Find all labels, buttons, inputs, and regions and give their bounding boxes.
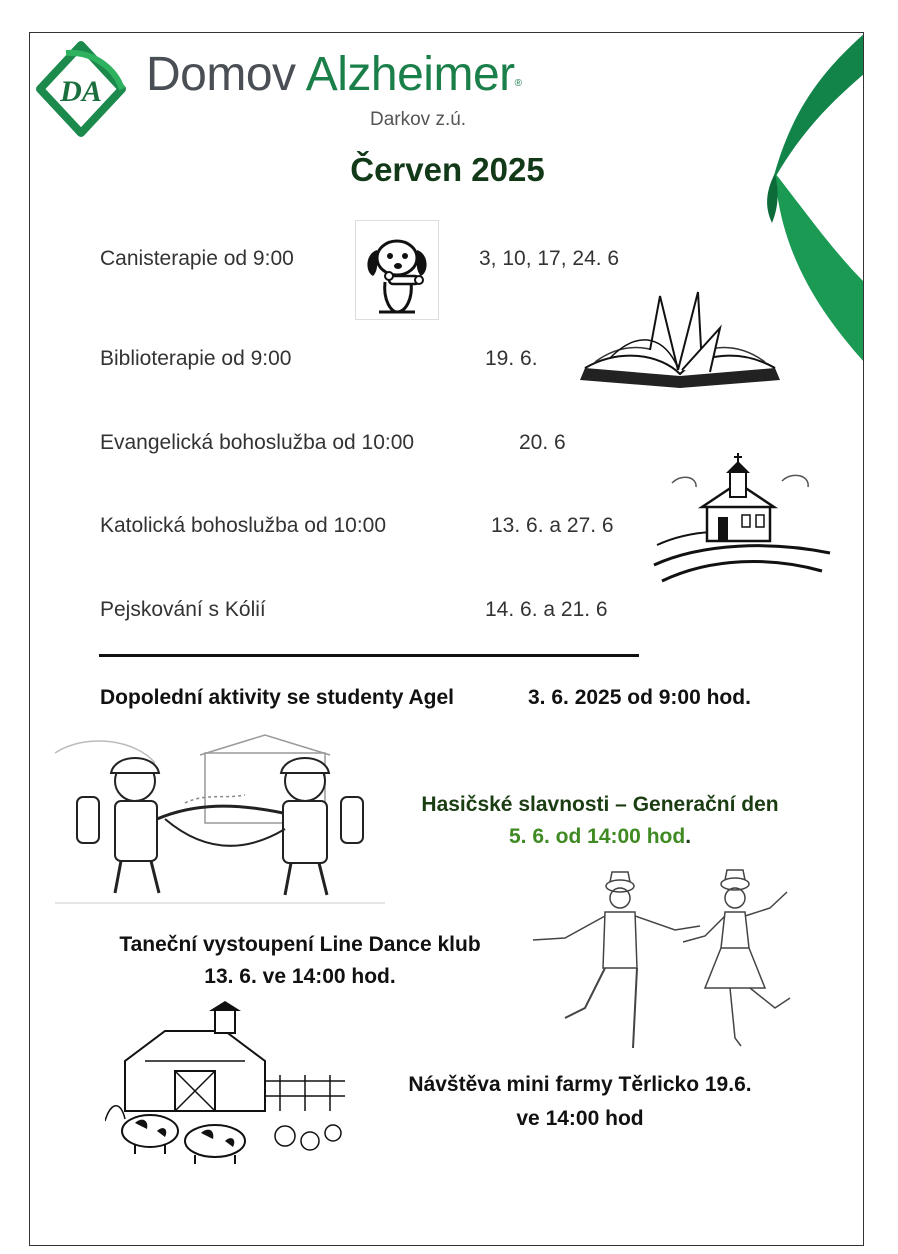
brand-name-part2: Alzheimer (305, 48, 515, 101)
logo-icon (36, 41, 126, 141)
event-firefighters (390, 793, 810, 849)
schedule-dates: 14. 6. a 21. 6 (485, 598, 608, 621)
schedule-dates: 3, 10, 17, 24. 6 (479, 247, 620, 270)
schedule-dates: 19. 6. (485, 347, 538, 370)
flyer-page (29, 32, 864, 1246)
schedule-activity: Katolická bohoslužba od 10:00 (100, 514, 387, 537)
event-dance-date: 13. 6. ve 14:00 hod. (204, 965, 396, 988)
schedule-activity: Canisterapie od 9:00 (100, 247, 294, 270)
dog-icon (355, 220, 439, 320)
dancers-icon (525, 868, 795, 1058)
schedule-activity: Pejskování s Kólií (100, 598, 266, 621)
event-farm (365, 1073, 795, 1131)
book-icon (570, 288, 790, 396)
divider (99, 654, 639, 657)
schedule-activity: Evangelická bohoslužba od 10:00 (100, 431, 415, 454)
event-students-label: Dopolední aktivity se studenty Agel (100, 686, 454, 709)
registered-mark: ® (514, 78, 522, 89)
event-farm-date: ve 14:00 hod (516, 1107, 644, 1130)
logo-monogram: DA (60, 75, 102, 108)
church-icon (652, 453, 832, 585)
schedule-dates: 20. 6 (519, 431, 566, 454)
brand-name (146, 47, 522, 102)
brand-name-part1: Domov (146, 48, 306, 101)
event-dance-title: Taneční vystoupení Line Dance klub (119, 933, 481, 956)
event-firefighters-date-end: . (685, 825, 692, 848)
page-title: Červen 2025 (350, 151, 545, 188)
firefighters-icon (55, 733, 385, 911)
schedule-activity: Biblioterapie od 9:00 (100, 347, 292, 370)
event-dance (90, 933, 510, 989)
schedule-dates: 13. 6. a 27. 6 (491, 514, 614, 537)
event-farm-title: Návštěva mini farmy Těrlicko 19.6. (408, 1073, 752, 1096)
brand-subtitle: Darkov z.ú. (370, 109, 467, 130)
event-firefighters-date: 5. 6. od 14:00 hod (508, 825, 686, 848)
farm-icon (105, 1001, 355, 1166)
event-firefighters-title: Hasičské slavnosti – Generační den (421, 793, 779, 816)
event-students-date: 3. 6. 2025 od 9:00 hod. (528, 686, 751, 709)
